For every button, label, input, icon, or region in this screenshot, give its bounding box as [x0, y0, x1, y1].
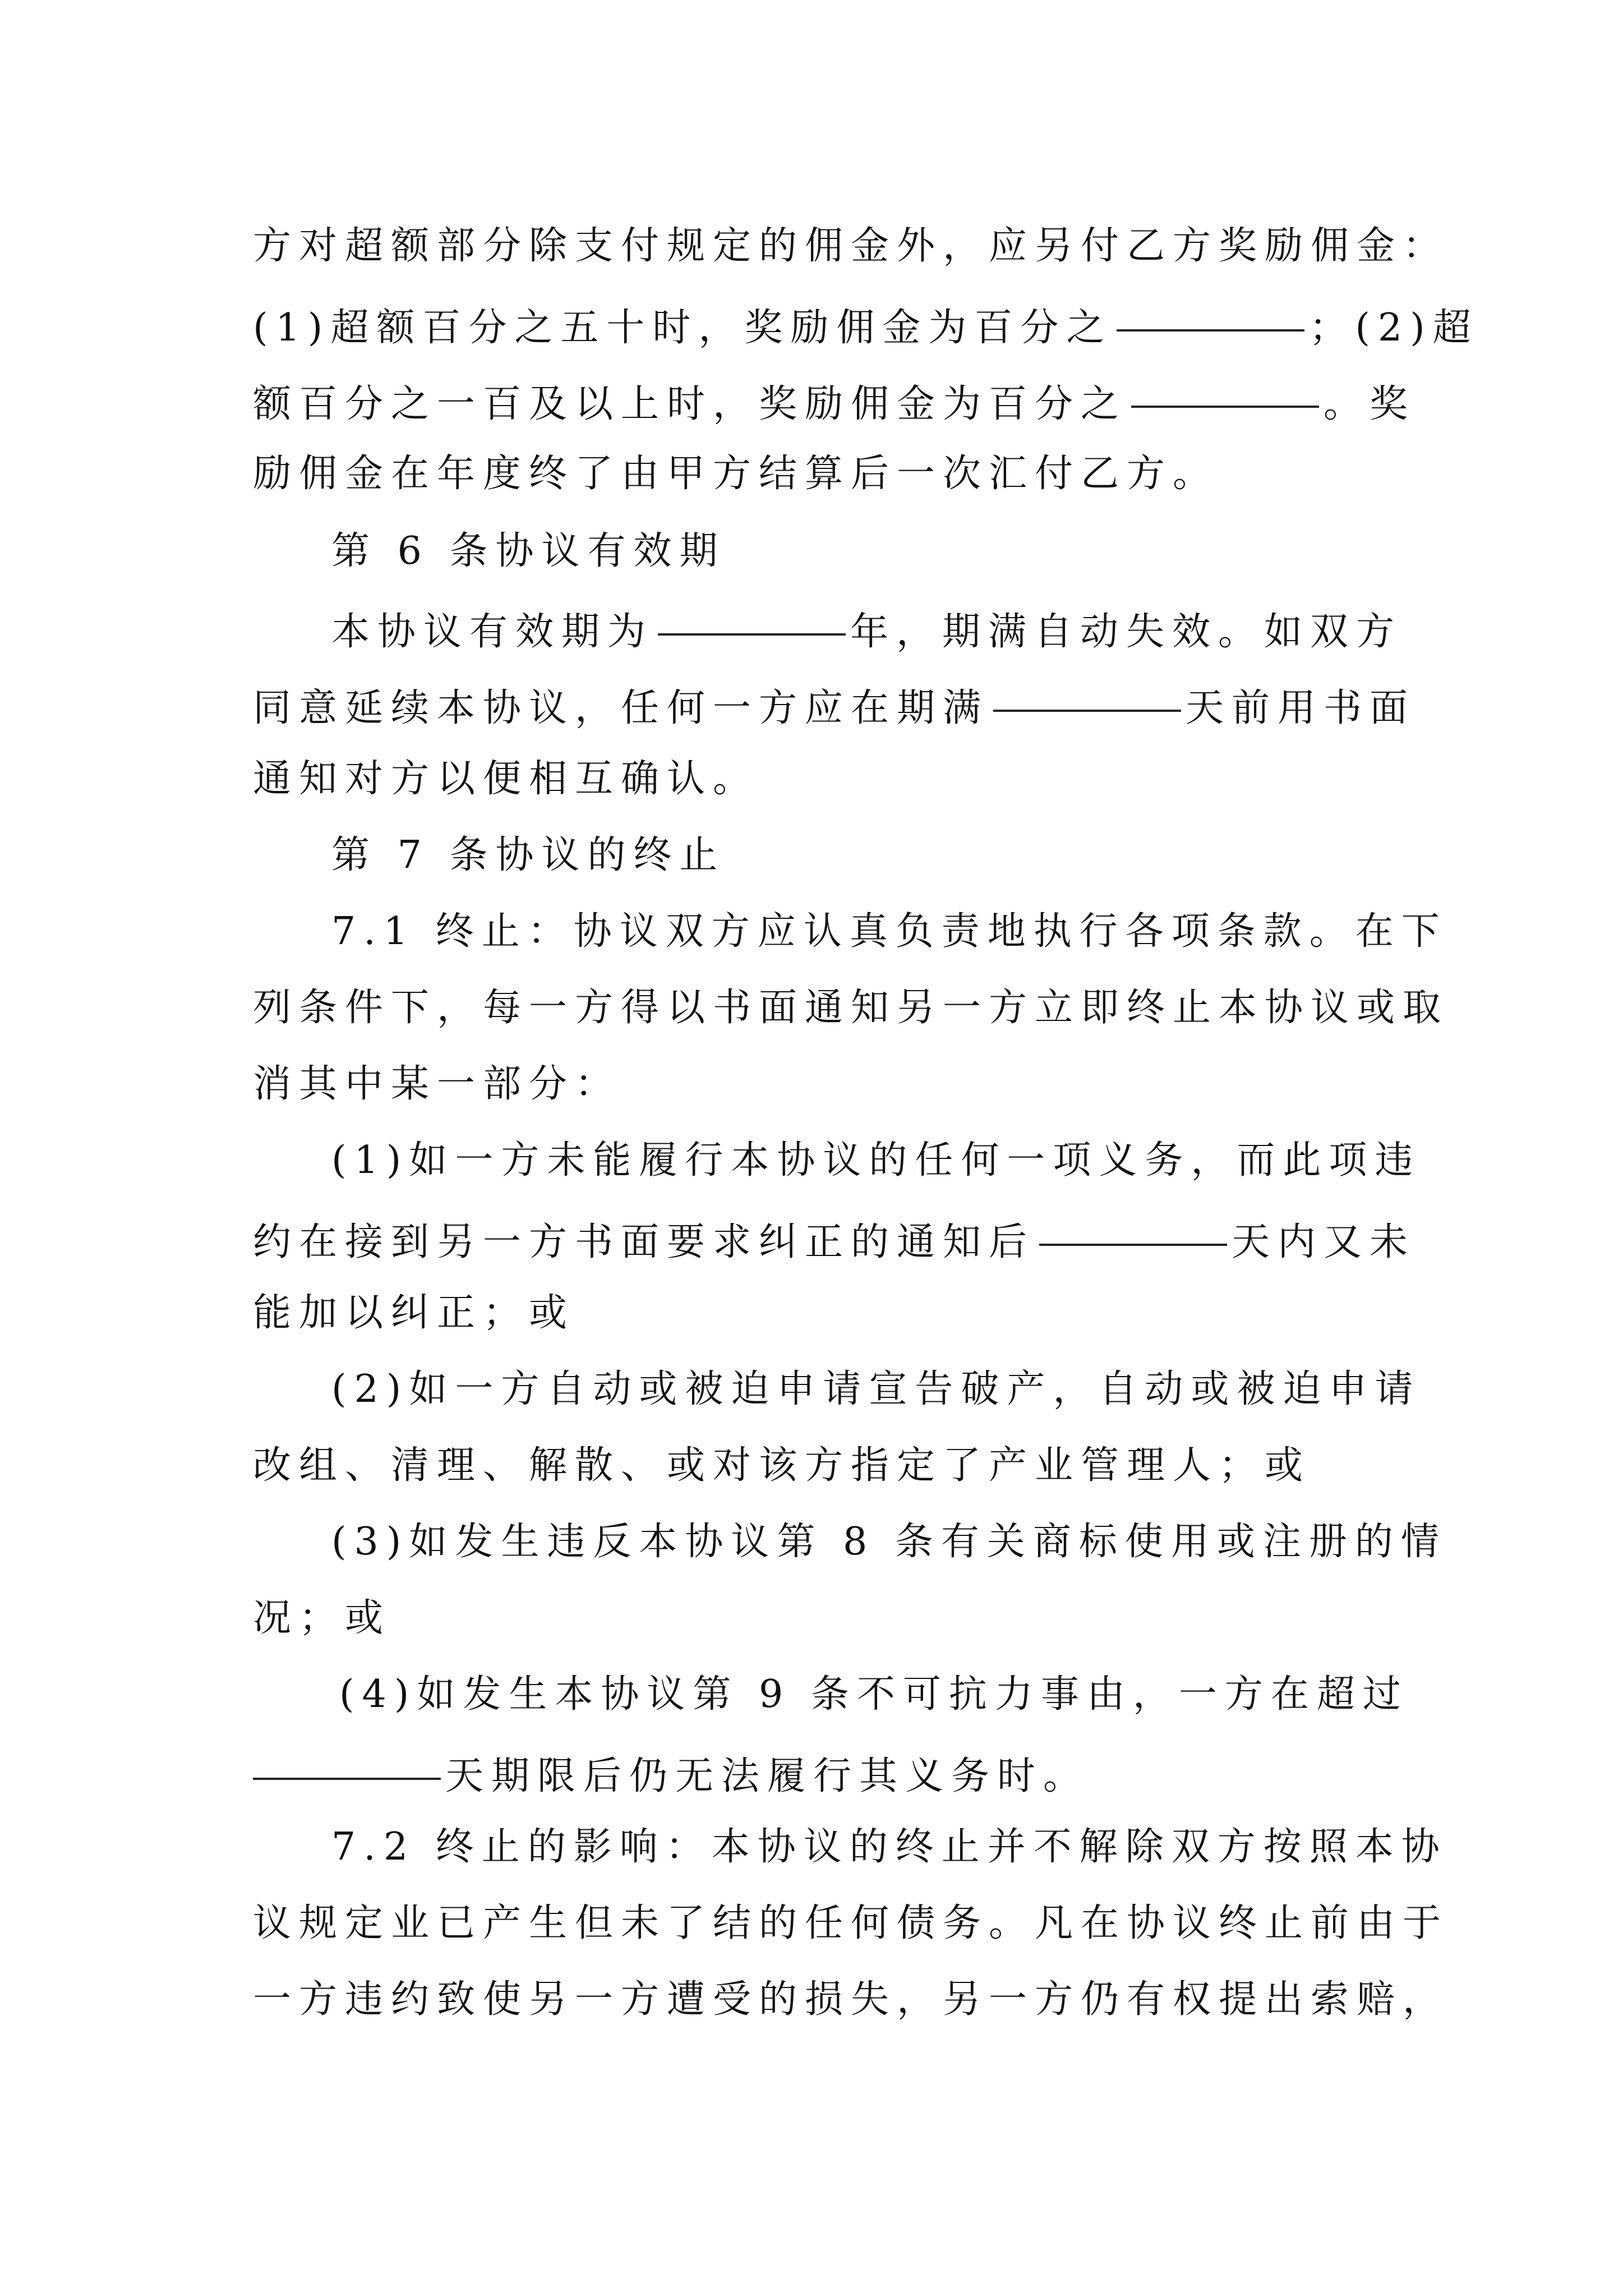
line-6-text-start: 本协议有效期为 [331, 610, 654, 654]
blank-field [1039, 1198, 1227, 1246]
line-15-text: 能加以纠正；或 [253, 1291, 575, 1335]
line-20-text: (4)如发生本协议第 9 条不可抗力事由，一方在超过 [339, 1672, 1409, 1717]
line-19-text: 况；或 [253, 1596, 391, 1640]
line-21 [253, 1732, 1623, 1810]
line-22 [331, 1808, 1623, 1887]
line-10-text: 7.1 终止：协议双方应认真负责地执行各项条款。在下 [331, 909, 1447, 954]
line-4 [253, 435, 1623, 513]
line-7-text-end: 天前用书面 [1186, 686, 1416, 730]
section-7-heading [331, 816, 1623, 895]
line-12 [253, 1045, 1623, 1124]
line-8-text: 通知对方以便相互确认。 [253, 757, 759, 801]
line-13 [331, 1121, 1623, 1200]
line-1-text: 方对超额部分除支付规定的佣金外，应另付乙方奖励佣金： [253, 224, 1449, 268]
line-14 [253, 1198, 1623, 1276]
blank-field [1131, 360, 1319, 408]
line-12-text: 消其中某一部分： [253, 1062, 621, 1106]
blank-field [993, 664, 1181, 712]
line-17 [253, 1427, 1623, 1505]
line-3-text-start: 额百分之一百及以上时，奖励佣金为百分之 [253, 382, 1127, 426]
line-2-text-end: ；(2)超 [1309, 306, 1479, 350]
line-23-text: 议规定业已产生但未了结的任何债务。凡在协议终止前由于 [253, 1901, 1449, 1945]
line-13-text: (1)如一方未能履行本协议的任何一项义务，而此项违 [331, 1138, 1421, 1182]
line-16 [331, 1350, 1623, 1429]
line-3 [253, 360, 1623, 438]
blank-field [1117, 283, 1304, 332]
line-14-text-start: 约在接到另一方书面要求纠正的通知后 [253, 1220, 1035, 1264]
line-21-text-end: 天期限后仍无法履行其义务时。 [445, 1754, 1090, 1798]
line-1 [253, 207, 1623, 286]
section-6-heading-text: 第 6 条协议有效期 [331, 529, 726, 573]
line-10 [331, 892, 1623, 971]
line-8 [253, 740, 1623, 818]
line-6-text-end: 年，期满自动失效。如双方 [850, 610, 1403, 654]
line-23 [253, 1884, 1623, 1963]
line-4-text: 励佣金在年度终了由甲方结算后一次汇付乙方。 [253, 452, 1219, 496]
line-24-text: 一方违约致使另一方遭受的损失，另一方仍有权提出索赔， [253, 1977, 1449, 2022]
line-3-text-end: 。奖 [1324, 382, 1416, 426]
line-15 [253, 1274, 1623, 1352]
line-14-text-end: 天内又未 [1232, 1220, 1416, 1264]
line-17-text: 改组、清理、解散、或对该方指定了产业管理人；或 [253, 1443, 1311, 1488]
line-18 [331, 1503, 1623, 1581]
line-11-text: 列条件下，每一方得以书面通知另一方立即终止本协议或取 [253, 986, 1449, 1030]
line-19 [253, 1579, 1623, 1658]
line-11 [253, 969, 1623, 1047]
line-7 [253, 664, 1623, 742]
section-7-heading-text: 第 7 条协议的终止 [331, 833, 726, 877]
line-20 [339, 1655, 1623, 1734]
blank-field [658, 587, 846, 636]
line-2-text-start: (1)超额百分之五十时，奖励佣金为百分之 [253, 306, 1113, 350]
line-22-text: 7.2 终止的影响：本协议的终止并不解除双方按照本协 [331, 1825, 1447, 1869]
section-6-heading [331, 512, 1623, 591]
line-6 [331, 587, 1623, 666]
line-18-text: (3)如发生违反本协议第 8 条有关商标使用或注册的情 [331, 1520, 1447, 1564]
line-2 [253, 283, 1623, 362]
line-16-text: (2)如一方自动或被迫申请宣告破产，自动或被迫申请 [331, 1367, 1421, 1411]
blank-field [253, 1732, 441, 1780]
line-7-text-start: 同意延续本协议，任何一方应在期满 [253, 686, 989, 730]
line-24 [253, 1961, 1623, 2039]
